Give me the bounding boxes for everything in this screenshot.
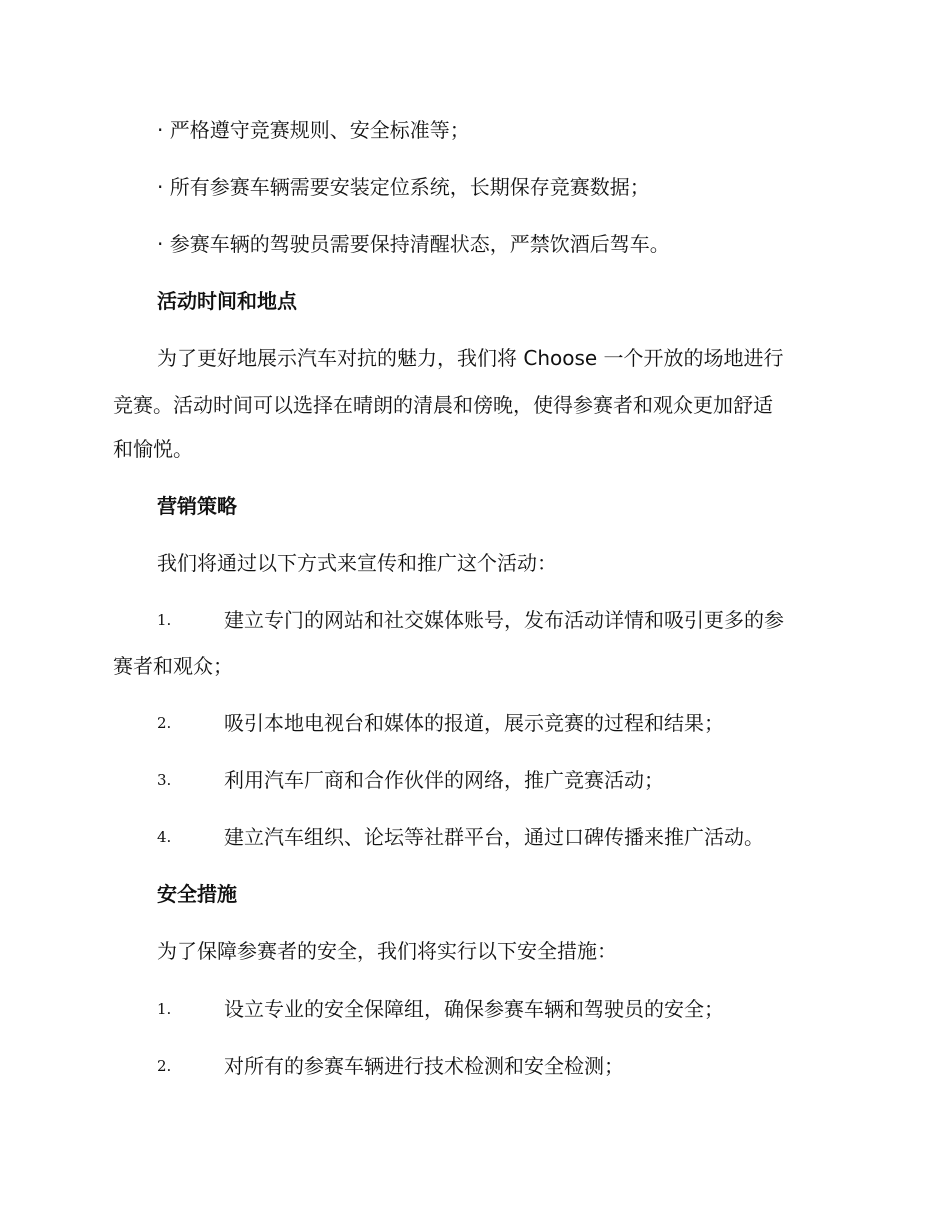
list-item-text-continued: 赛者和观众； xyxy=(113,654,233,678)
bullet-item-driver: · 参赛车辆的驾驶员需要保持清醒状态，严禁饮酒后驾车。 xyxy=(157,232,670,256)
list-item-text: 建立专门的网站和社交媒体账号，发布活动详情和吸引更多的参 xyxy=(224,608,784,632)
list-number: 1. xyxy=(157,611,172,629)
marketing-intro: 我们将通过以下方式来宣传和推广这个活动： xyxy=(157,551,557,575)
list-item-text: 设立专业的安全保障组，确保参赛车辆和驾驶员的安全； xyxy=(224,997,724,1021)
list-item-text: 利用汽车厂商和合作伙伴的网络，推广竞赛活动； xyxy=(224,768,664,792)
list-number: 4. xyxy=(157,828,172,846)
heading-time-place: 活动时间和地点 xyxy=(157,289,297,313)
paragraph-time-line-3: 和愉悦。 xyxy=(113,437,193,461)
bullet-item-rules: · 严格遵守竞赛规则、安全标准等； xyxy=(157,118,470,142)
list-number: 2. xyxy=(157,714,172,732)
heading-safety: 安全措施 xyxy=(157,882,237,906)
list-number: 2. xyxy=(157,1057,172,1075)
list-number: 1. xyxy=(157,1000,172,1018)
safety-intro: 为了保障参赛者的安全，我们将实行以下安全措施： xyxy=(157,939,617,963)
list-number: 3. xyxy=(157,771,172,789)
paragraph-time-line-1: 为了更好地展示汽车对抗的魅力，我们将 Choose 一个开放的场地进行 xyxy=(157,346,784,370)
heading-marketing: 营销策略 xyxy=(157,494,237,518)
list-item-text: 对所有的参赛车辆进行技术检测和安全检测； xyxy=(224,1054,624,1078)
list-item-text: 吸引本地电视台和媒体的报道，展示竞赛的过程和结果； xyxy=(224,711,724,735)
bullet-item-gps: · 所有参赛车辆需要安装定位系统，长期保存竞赛数据； xyxy=(157,175,650,199)
list-item-text: 建立汽车组织、论坛等社群平台，通过口碑传播来推广活动。 xyxy=(224,825,764,849)
paragraph-time-line-2: 竞赛。活动时间可以选择在晴朗的清晨和傍晚，使得参赛者和观众更加舒适 xyxy=(113,393,773,417)
